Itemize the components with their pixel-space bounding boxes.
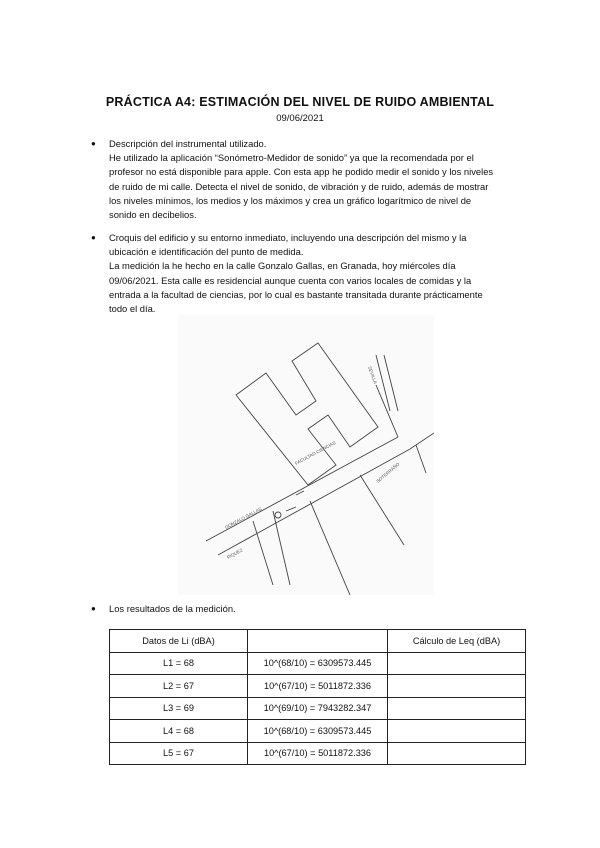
table-cell [388,697,526,720]
table-cell [388,720,526,743]
section-results [109,602,529,616]
paragraph-line: todo el día. [109,303,156,315]
site-sketch [178,315,434,595]
section-heading: Los resultados de la medición. [109,603,236,614]
paragraph-line: La medición la he hecho en la calle Gonzalo Gallas, en Granada, hoy miércoles día [109,260,456,272]
sketch-label-faculty: FACULTAD CIENCIAS [294,440,337,466]
paragraph-line: sonido en decibelios. [109,209,197,221]
table-cell: 10^(67/10) = 5011872.336 [248,742,388,765]
sketch-drawing [178,315,434,595]
section-heading: Descripción del instrumental utilizado. [109,138,267,149]
document-date: 09/06/2021 [276,113,324,124]
table-cell [388,675,526,698]
table-row [110,742,526,765]
paragraph-line: He utilizado la aplicación “Sonómetro-Medidor de sonido” ya que la recomendada por el [109,152,474,164]
table-cell: 10^(68/10) = 6309573.445 [248,652,388,675]
paragraph-line: 09/06/2021. Esta calle es residencial aunque cuenta con varios locales de comidas y la [109,274,472,286]
section-instrument [109,137,529,222]
table-cell [388,652,526,675]
bullet-marker: ● [91,233,96,242]
table-cell: L5 = 67 [110,742,248,765]
table-header-cell: Datos de Li (dBA) [110,630,248,653]
bullet-marker: ● [91,139,96,148]
table-row [110,697,526,720]
table-cell: 10^(67/10) = 5011872.336 [248,675,388,698]
table-cell: 10^(69/10) = 7943282.347 [248,697,388,720]
sketch-label-street: GONZALO GALLAS [224,506,263,530]
bullet-marker: ● [91,604,96,613]
table-row [110,720,526,743]
table-cell: L1 = 68 [110,652,248,675]
table-cell: L2 = 67 [110,675,248,698]
paragraph-line: entrada a la facultad de ciencias, por lo cual es bastante transitada durante prácticamente [109,288,483,300]
table-header-cell: Cálculo de Leq (dBA) [388,630,526,653]
sketch-label-right: SOTERRAÑO [375,461,401,484]
table-cell: 10^(68/10) = 6309573.445 [248,720,388,743]
section-heading: Croquis del edificio y su entorno inmediato, incluyendo una descripción del mismo y la [109,232,467,243]
paragraph-line: los niveles mínimos, los medios y los máximos y crea un gráfico logarítmico de nivel de [109,194,472,206]
table-header-cell [248,630,388,653]
table-row [110,652,526,675]
table-header-row [110,630,526,653]
table-cell: L4 = 68 [110,720,248,743]
sketch-label-top-right: SEVILLA [367,365,379,385]
page-title: PRÁCTICA A4: ESTIMACIÓN DEL NIVEL DE RUIDO AMBIENTAL [105,95,495,109]
table-row [110,675,526,698]
table-cell [388,742,526,765]
sketch-label-bottom-left: RIQUEZ [226,547,244,560]
results-table [109,629,526,765]
section-heading: ubicación e identificación del punto de medida. [109,246,304,258]
table-cell: L3 = 69 [110,697,248,720]
paragraph-line: de ruido de mi calle. Detecta el nivel de sonido, de vibración y de ruido, además de mostrar [109,180,489,192]
section-sketch-description [109,231,529,316]
paragraph-line: profesor no está disponible para apple. Con esta app he podido medir el sonido y los niveles [109,166,494,178]
